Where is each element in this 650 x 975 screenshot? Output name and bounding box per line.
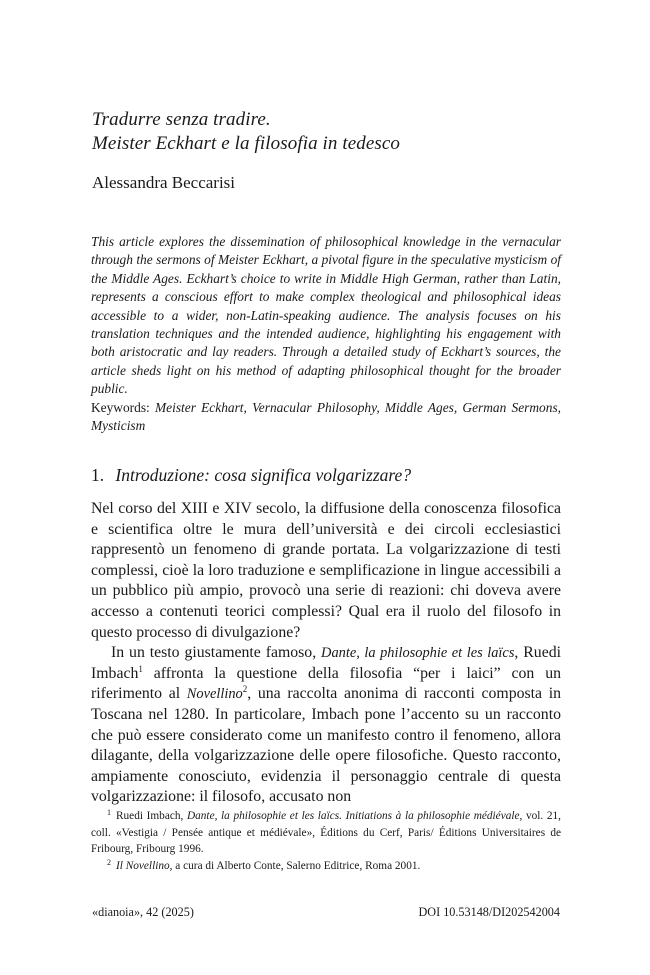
article-title-line-2: Meister Eckhart e la filosofia in tedesco [92, 133, 401, 154]
body-text [91, 499, 561, 808]
journal-citation: «dianoia», 42 (2025) [92, 905, 194, 919]
doi-link[interactable]: DOI 10.53148/DI202542004 [418, 905, 560, 919]
footnotes [91, 808, 561, 874]
section-title: Introduzione: cosa significa volgarizzare? [115, 465, 412, 485]
article-author: Alessandra Beccarisi [92, 173, 236, 192]
body-paragraph-2-part-d: , una raccolta anonima di racconti composta in Toscana nel 1280. In particolare, Imbach pone l’accento su un racconto che può essere considerato come un manifesto contro il fenomeno, allora dilagante, della volgarizzazione delle opere filosofiche. Questo racconto, ampiamente conosciuto, evidenzia il personaggio centrale di questa volgarizzazione: il filosofo, accusato non [91, 685, 561, 806]
footnote-1-post: , vol. 21, coll. «Vestigia / Pensée antique et médiévale», Éditions du Cerf, Paris/ Éditions Universitaires de Fribourg, Fribourg 1996. [91, 810, 561, 856]
novellino-title: Novellino [186, 686, 243, 703]
footnote-1 [91, 808, 561, 858]
footnote-1-pre: Ruedi Imbach, [116, 810, 187, 822]
keywords [91, 399, 561, 436]
footnote-ref-2[interactable]: 2 [242, 684, 248, 695]
footnote-2-mark: 2 [107, 857, 111, 867]
section-heading [91, 464, 411, 486]
footnote-1-mark: 1 [107, 808, 111, 817]
body-paragraph-2-part-a: In un testo giustamente famoso, [111, 644, 322, 662]
keywords-label: Keywords: [91, 400, 150, 415]
article-title-line-1: Tradurre senza tradire. [92, 109, 271, 130]
body-paragraph-2-part-b: , Ruedi Imbach [91, 644, 561, 682]
body-paragraph-2 [91, 643, 561, 808]
section-number: 1. [91, 465, 105, 485]
body-paragraph-1: Nel corso del XIII e XIV secolo, la diffusione della conoscenza filosofica e scientifica oltre le mura dell’università e dei circoli ecclesiastici rappresentò un fenomeno di grande portata. La volgarizzazione di testi complessi, cioè la loro traduzione e semplificazione in lingue accessibili a un pubblico più ampio, provocò una serie di reazioni: chi doveva avere accesso a contenuti teorici complessi? Qual era il ruolo del filosofo in questo processo di divulgazione? [91, 500, 561, 641]
footnote-1-work: Dante, la philosophie et les laïcs. Initiations à la philosophie médiévale [186, 810, 520, 822]
article-title [92, 108, 562, 156]
abstract: This article explores the dissemination of philosophical knowledge in the vernacular through the sermons of Meister Eckhart, a pivotal figure in the speculative mysticism of the Middle Ages. Eckhart’s choice to write in Middle High German, rather than Latin, represents a conscious effort to make complex theological and philosophical ideas accessible to a wider, non-Latin-speaking audience. The analysis focuses on his translation techniques and the intended audience, highlighting his engagement with both aristocratic and lay readers. Through a detailed study of Eckhart’s sources, the article sheds light on his method of adapting philosophical thought for the broader public. [91, 234, 561, 397]
footnote-ref-1[interactable]: 1 [138, 663, 143, 674]
body-paragraph-2-part-c: affronta la questione della filosofia “per i laici” con un riferimento al [91, 664, 561, 703]
footnote-2-post: , a cura di Alberto Conte, Salerno Editrice, Roma 2001. [169, 859, 421, 872]
keywords-values: Meister Eckhart, Vernacular Philosophy, Middle Ages, German Sermons, Mysticism [91, 400, 561, 434]
footnote-2 [91, 858, 561, 875]
footnote-2-work: Il Novellino [116, 859, 170, 872]
cited-work-title: Dante, la philosophie et les laïcs [321, 645, 515, 662]
